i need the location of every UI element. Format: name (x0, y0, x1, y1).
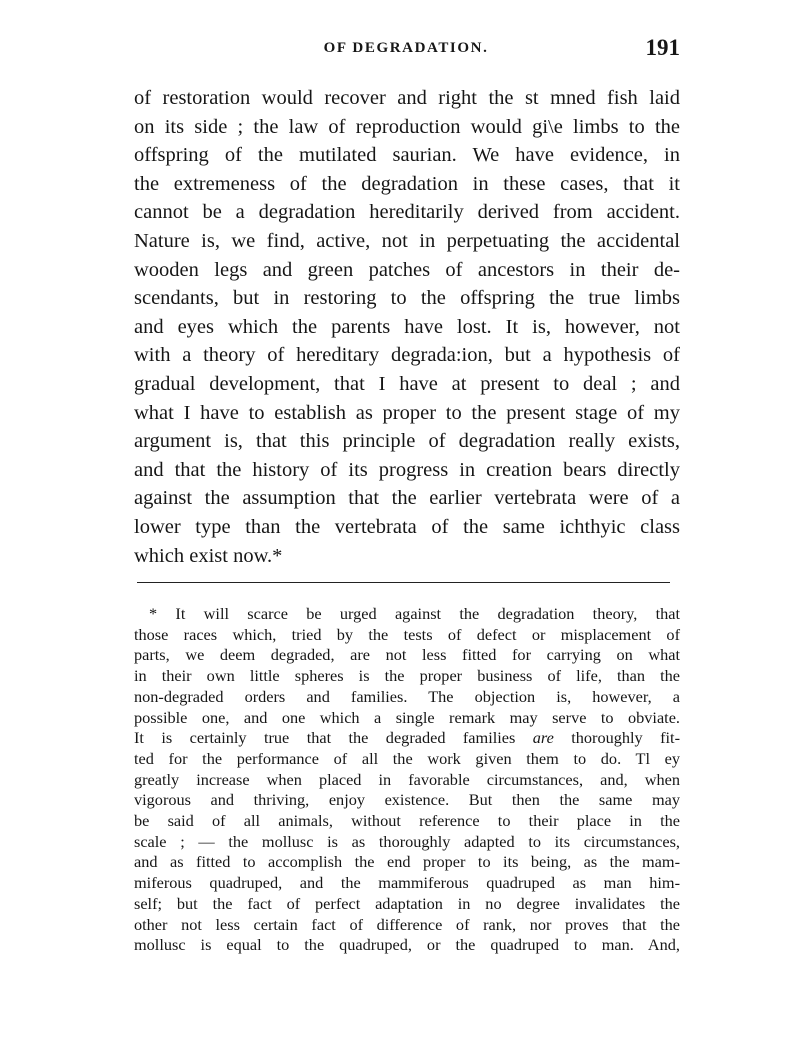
footnote-line: ted for the performance of all the work given them to do. Tl ey (134, 748, 680, 768)
text-line: against the assumption that the earlier vertebrata were of a (134, 487, 680, 510)
footnote-line: scale ; — the mollusc is as thoroughly adapted to its circumstances, (134, 831, 680, 851)
text-line: the extremeness of the degradation in these cases, that it (134, 172, 680, 195)
text-line: lower type than the vertebrata of the same ichthyic class (134, 515, 680, 538)
footnote-line: greatly increase when placed in favorable circumstances, and, when (134, 769, 680, 789)
footnote-line: in their own little spheres is the proper business of life, than the (134, 666, 680, 686)
footnote-line: non-degraded orders and families. The objection is, however, a (134, 686, 680, 706)
text-line: gradual development, that I have at present to deal ; and (134, 372, 680, 395)
text-line: Nature is, we find, active, not in perpetuating the accidental (134, 229, 680, 252)
text-line: what I have to establish as proper to the present stage of my (134, 401, 680, 424)
footnote-line: parts, we deem degraded, are not less fitted for carrying on what (134, 645, 680, 665)
text-line: cannot be a degradation hereditarily derived from accident. (134, 201, 680, 224)
footnote-line: self; but the fact of perfect adaptation in no degree invalidates the (134, 893, 680, 913)
footnote-line: those races which, tried by the tests of defect or misplacement of (134, 624, 680, 644)
emphasized-word: are (532, 728, 554, 748)
text-line: on its side ; the law of reproduction would gi\e limbs to the (134, 115, 680, 138)
footnote-line: possible one, and one which a single remark may serve to obviate. (134, 707, 680, 727)
footnote-line (134, 728, 680, 749)
page-number: 191 (645, 35, 680, 60)
text-line: with a theory of hereditary degrada:ion, but a hypothesis of (134, 344, 680, 367)
running-head (132, 36, 680, 64)
footnote-text: thoroughly fit- (553, 728, 680, 748)
text-line: wooden legs and green patches of ancestors in their de- (134, 258, 680, 281)
running-title: OF DEGRADATION. (323, 40, 489, 56)
text-line: offspring of the mutilated saurian. We have evidence, in (134, 144, 680, 167)
footnote-line: vigorous and thriving, enjoy existence. But then the same may (134, 790, 680, 810)
footnote-line: other not less certain fact of difference of rank, nor proves that the (134, 914, 680, 934)
footnote-line: * It will scarce be urged against the degradation theory, that (149, 604, 680, 623)
footnote-text: It is certainly true that the degraded families (134, 728, 533, 748)
footnote-line: miferous quadruped, and the mammiferous quadruped as man him- (134, 873, 680, 893)
footnote (134, 604, 680, 956)
text-line: and that the history of its progress in creation bears directly (134, 458, 680, 481)
footnote-separator (137, 582, 670, 583)
footnote-line: mollusc is equal to the quadruped, or the quadruped to man. And, (134, 935, 680, 955)
footnote-line: and as fitted to accomplish the end proper to its being, as the mam- (134, 852, 680, 872)
main-text (134, 84, 680, 570)
text-line: and eyes which the parents have lost. It is, however, not (134, 315, 680, 338)
text-line: which exist now.* (134, 544, 283, 567)
footnote-line: be said of all animals, without reference to their place in the (134, 811, 680, 831)
text-line: of restoration would recover and right the st mned fish laid (134, 87, 680, 109)
text-line: scendants, but in restoring to the offspring the true limbs (134, 287, 680, 310)
text-line: argument is, that this principle of degradation really exists, (134, 430, 680, 453)
